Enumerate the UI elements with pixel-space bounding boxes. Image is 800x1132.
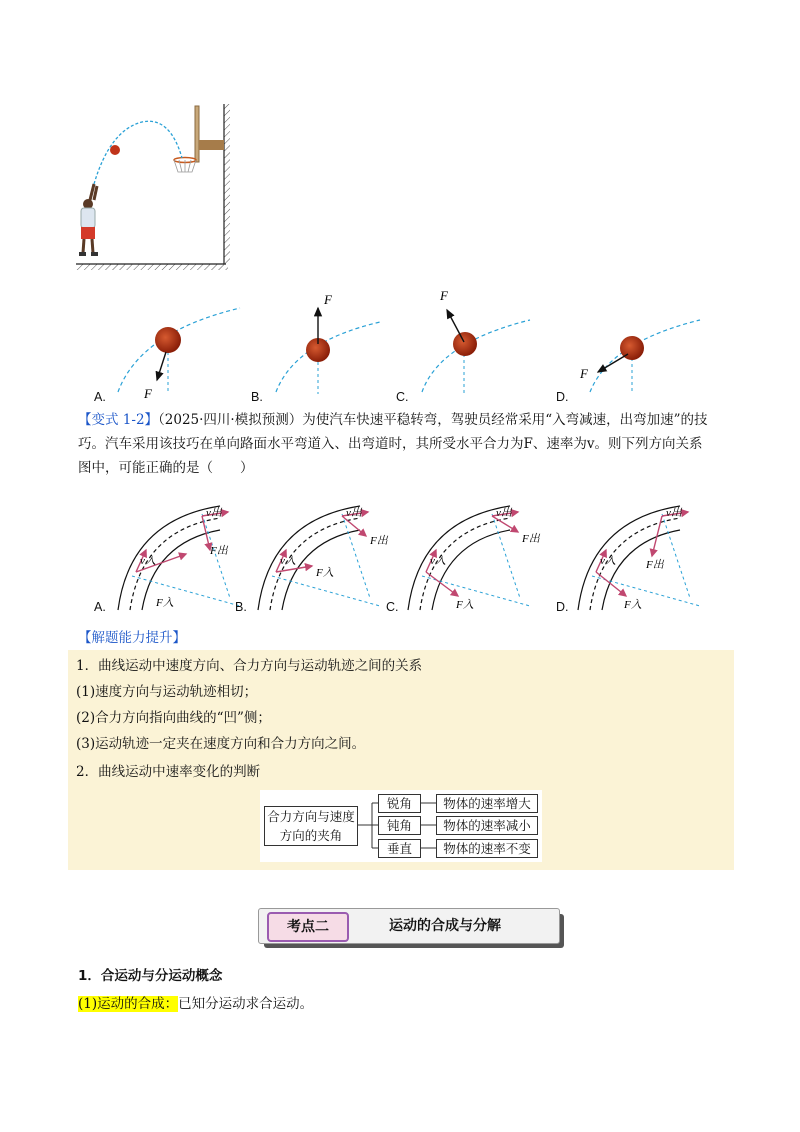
f-in-a: F入 [156,597,174,609]
variant-line1: （2025·四川·模拟预测）为使汽车快速平稳转弯，驾驶员经常采用“入弯减速，出弯加速”的技 [158,412,708,428]
v-in-b: v入 [280,555,296,567]
option-a-label: A. [94,390,106,404]
f-in-b: F入 [316,567,334,579]
curve-option-figures [90,492,710,617]
force-label-c: F [440,288,448,303]
basketball [110,145,120,155]
concept-rest: 已知分运动求合运动。 [178,996,314,1012]
f-out-a: F出 [210,545,228,557]
force-label-a: F [144,386,152,401]
basketball-shot-figure [70,100,240,280]
v-out-a: v出 [206,507,222,519]
diagram-root: 合力方向与速度方向的夹角 [264,806,358,846]
v-in-d: v入 [600,555,616,567]
v-in-c: v入 [430,555,446,567]
angle-obtuse: 钝角 [378,816,421,835]
v-in-a: v入 [140,555,156,567]
f-in-d: F入 [624,599,642,611]
concept-heading: 1．合运动与分运动概念 [78,968,223,984]
option-d-label: D. [556,390,569,404]
option-c-figure [422,288,530,394]
tip-line-5: 2．曲线运动中速率变化的判断 [76,764,261,780]
ball-option-figures [80,282,740,402]
speed-change-diagram [260,790,542,862]
v-out-c: v出 [496,507,512,519]
section-tag: 考点二 [267,912,349,942]
option-a-figure [118,308,240,401]
option-c-label: C. [396,390,409,404]
concept-line [78,992,313,1012]
backboard-support [199,140,224,150]
tips-title: 【解题能力提升】 [78,630,186,646]
result-decrease: 物体的速率减小 [436,816,538,835]
curve-option-c-label: C. [386,600,399,614]
section-title: 运动的合成与分解 [389,918,501,934]
curve-option-c [408,506,541,611]
option-b-label: B. [251,390,263,404]
angle-acute: 锐角 [378,794,421,813]
player [79,184,98,256]
curve-option-a [118,506,240,610]
v-out-b: v出 [346,507,362,519]
variant-line3: 图中，可能正确的是（ ） [78,460,254,476]
f-out-d: F出 [646,559,664,571]
force-label-b: F [324,292,332,307]
curve-option-a-label: A. [94,600,106,614]
f-out-c: F出 [522,533,540,545]
variant-tag: 【变式 1-2】 [78,412,159,428]
tips-box [68,650,734,870]
variant-question [78,408,738,480]
wall-hatch [224,104,230,264]
ball-trajectory [94,121,182,184]
curve-option-d [578,506,700,611]
result-constant: 物体的速率不变 [436,839,538,858]
curve-option-d-label: D. [556,600,569,614]
backboard [195,106,199,162]
concept-highlight: (1)运动的合成： [78,996,179,1012]
v-out-d: v出 [666,507,682,519]
tip-line-2: (1)速度方向与运动轨迹相切； [76,684,258,700]
ground-hatch [76,264,228,270]
result-increase: 物体的速率增大 [436,794,538,813]
option-b-figure [276,292,380,394]
f-in-c: F入 [456,599,474,611]
section-banner [258,908,564,948]
curve-option-b [258,506,389,610]
tip-line-1: 1．曲线运动中速度方向、合力方向与运动轨迹之间的关系 [76,658,423,674]
tip-line-4: (3)运动轨迹一定夹在速度方向和合力方向之间。 [76,736,366,752]
option-d-figure [579,320,700,394]
tip-line-3: (2)合力方向指向曲线的“凹”侧； [76,710,271,726]
curve-option-b-label: B. [235,600,247,614]
banner-main [258,908,560,944]
f-out-b: F出 [370,535,388,547]
variant-line2: 巧。汽车采用该技巧在单向路面水平弯道入、出弯道时，其所受水平合力为F、速率为v。则下列方向关系 [78,436,703,452]
angle-right: 垂直 [378,839,421,858]
force-label-d: F [580,366,588,381]
